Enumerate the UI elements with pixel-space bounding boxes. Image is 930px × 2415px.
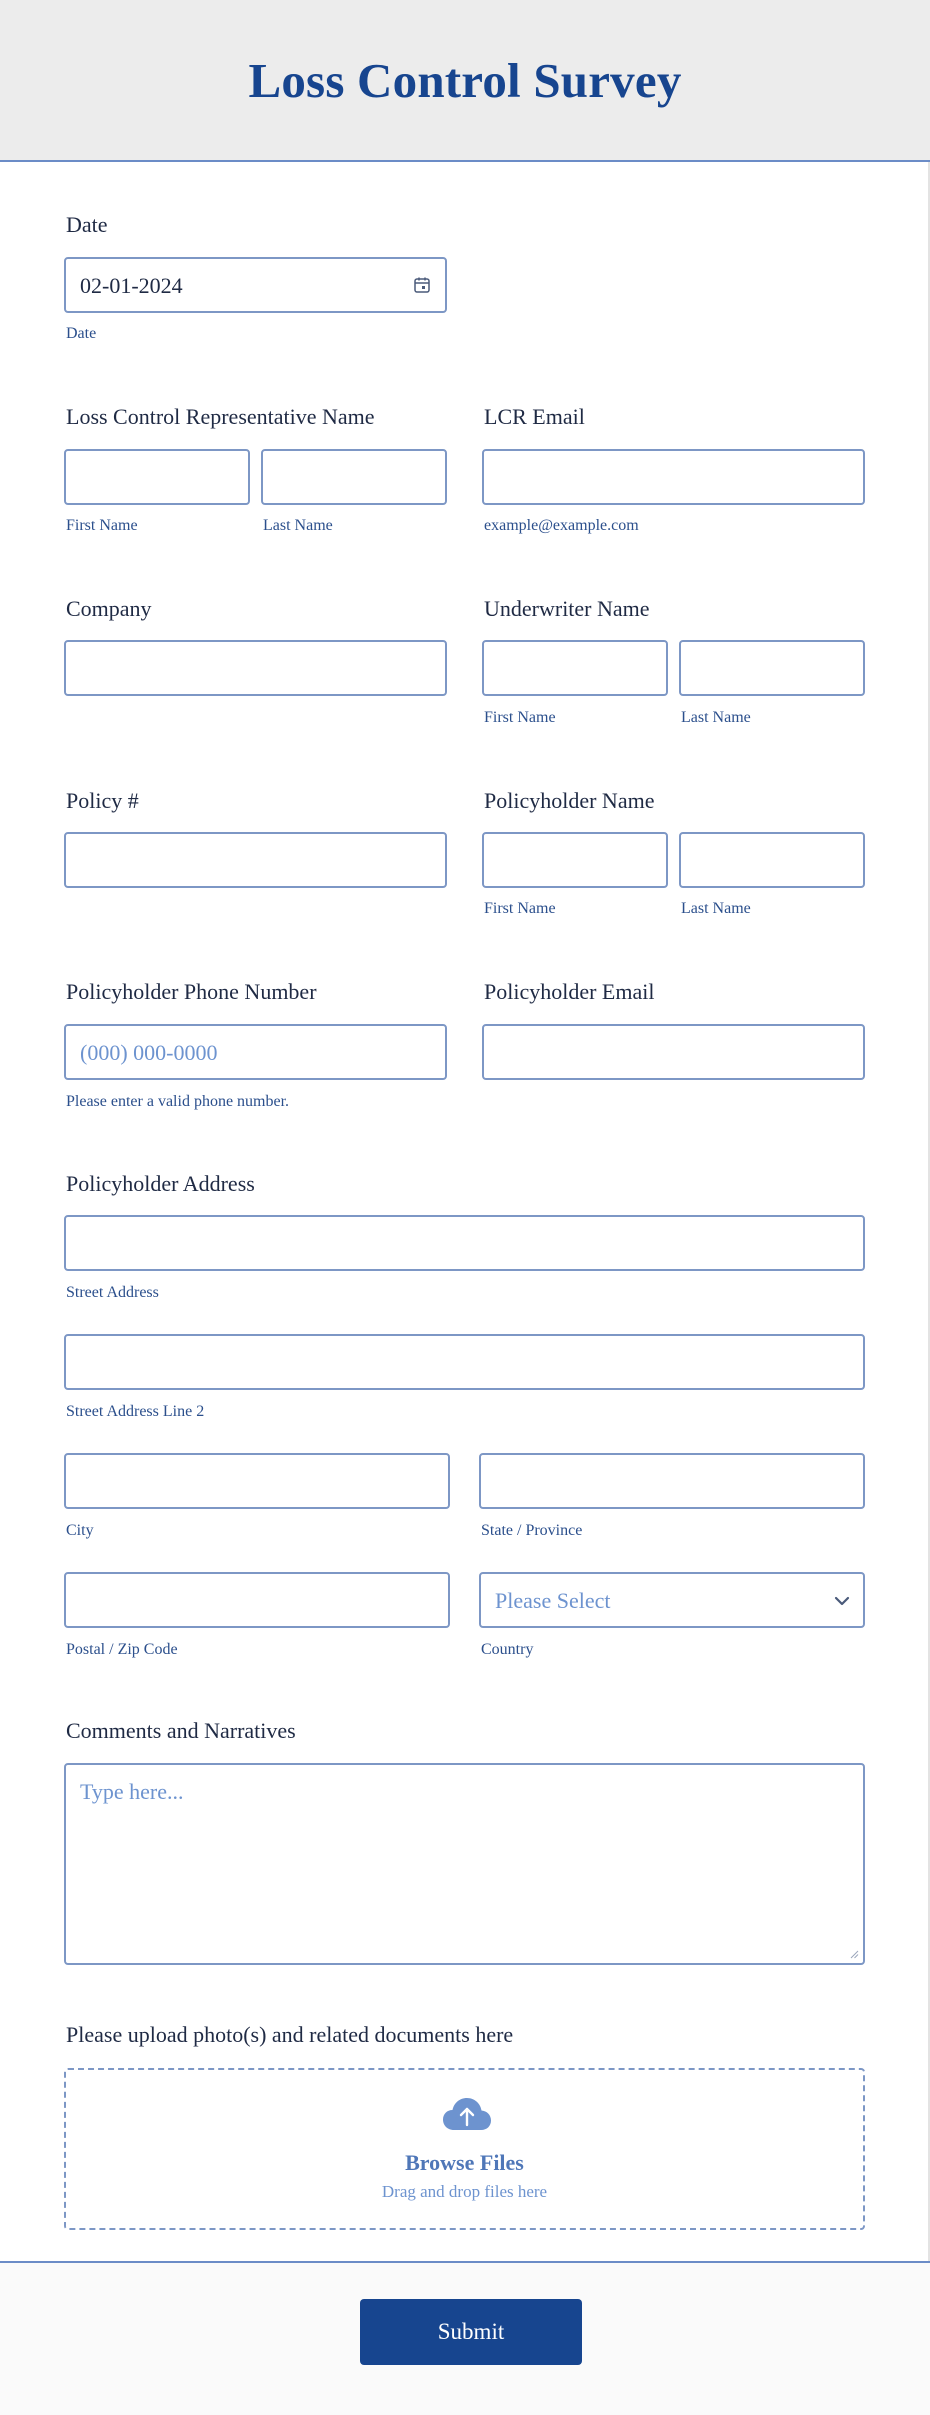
policyholder-last-name-sublabel: Last Name bbox=[681, 900, 751, 917]
city-sublabel: City bbox=[66, 1522, 94, 1539]
drag-drop-hint: Drag and drop files here bbox=[381, 2182, 548, 2201]
comments-label: Comments and Narratives bbox=[66, 1718, 296, 1743]
street-address-line2-input[interactable] bbox=[64, 1334, 865, 1390]
file-upload-dropzone[interactable] bbox=[64, 2068, 865, 2230]
date-label: Date bbox=[66, 212, 108, 237]
street-address-line2-sublabel: Street Address Line 2 bbox=[66, 1403, 205, 1420]
company-input[interactable] bbox=[64, 640, 447, 696]
lcr-first-name-input[interactable] bbox=[64, 449, 250, 505]
policyholder-email-input[interactable] bbox=[482, 1024, 865, 1080]
lcr-email-sublabel: example@example.com bbox=[484, 517, 639, 534]
country-select[interactable] bbox=[479, 1572, 865, 1628]
date-value: 02-01-2024 bbox=[80, 273, 183, 298]
policyholder-name-label: Policyholder Name bbox=[484, 788, 655, 813]
address-label: Policyholder Address bbox=[66, 1171, 255, 1196]
policyholder-email-label: Policyholder Email bbox=[484, 979, 655, 1004]
state-province-sublabel: State / Province bbox=[481, 1522, 583, 1539]
date-sublabel: Date bbox=[66, 325, 97, 342]
lcr-last-name-input[interactable] bbox=[261, 449, 447, 505]
form-title: Loss Control Survey bbox=[248, 53, 682, 108]
chevron-down-icon[interactable] bbox=[833, 1592, 851, 1610]
company-label: Company bbox=[66, 596, 152, 621]
lcr-name-label: Loss Control Representative Name bbox=[66, 404, 375, 429]
policy-label: Policy # bbox=[66, 788, 139, 813]
underwriter-label: Underwriter Name bbox=[484, 596, 650, 621]
phone-input[interactable] bbox=[64, 1024, 447, 1080]
cloud-upload-icon bbox=[442, 2096, 492, 2132]
phone-placeholder: (000) 000-0000 bbox=[80, 1040, 218, 1065]
submit-button[interactable]: Submit bbox=[360, 2299, 582, 2365]
lcr-email-input[interactable] bbox=[482, 449, 865, 505]
policyholder-first-name-sublabel: First Name bbox=[484, 900, 556, 917]
underwriter-last-name-sublabel: Last Name bbox=[681, 709, 751, 726]
underwriter-first-name-input[interactable] bbox=[482, 640, 668, 696]
city-input[interactable] bbox=[64, 1453, 450, 1509]
state-province-input[interactable] bbox=[479, 1453, 865, 1509]
lcr-email-label: LCR Email bbox=[484, 404, 585, 429]
underwriter-first-name-sublabel: First Name bbox=[484, 709, 556, 726]
form-header bbox=[0, 0, 930, 162]
street-address-input[interactable] bbox=[64, 1215, 865, 1271]
phone-sublabel: Please enter a valid phone number. bbox=[66, 1093, 290, 1110]
phone-label: Policyholder Phone Number bbox=[66, 979, 317, 1004]
browse-files-button[interactable]: Browse Files bbox=[405, 2150, 524, 2175]
street-address-sublabel: Street Address bbox=[66, 1284, 159, 1301]
postal-zip-sublabel: Postal / Zip Code bbox=[66, 1641, 178, 1658]
upload-label: Please upload photo(s) and related documents here bbox=[66, 2022, 514, 2047]
date-input[interactable] bbox=[64, 257, 447, 313]
country-sublabel: Country bbox=[481, 1641, 534, 1658]
lcr-first-name-sublabel: First Name bbox=[66, 517, 138, 534]
comments-textarea[interactable] bbox=[64, 1763, 865, 1965]
country-select-value: Please Select bbox=[495, 1588, 611, 1613]
policyholder-last-name-input[interactable] bbox=[679, 832, 865, 888]
underwriter-last-name-input[interactable] bbox=[679, 640, 865, 696]
postal-zip-input[interactable] bbox=[64, 1572, 450, 1628]
resize-handle-icon[interactable] bbox=[849, 1949, 859, 1959]
policy-input[interactable] bbox=[64, 832, 447, 888]
lcr-last-name-sublabel: Last Name bbox=[263, 517, 333, 534]
policyholder-first-name-input[interactable] bbox=[482, 832, 668, 888]
comments-placeholder: Type here... bbox=[80, 1779, 184, 1804]
calendar-icon[interactable] bbox=[413, 276, 431, 294]
